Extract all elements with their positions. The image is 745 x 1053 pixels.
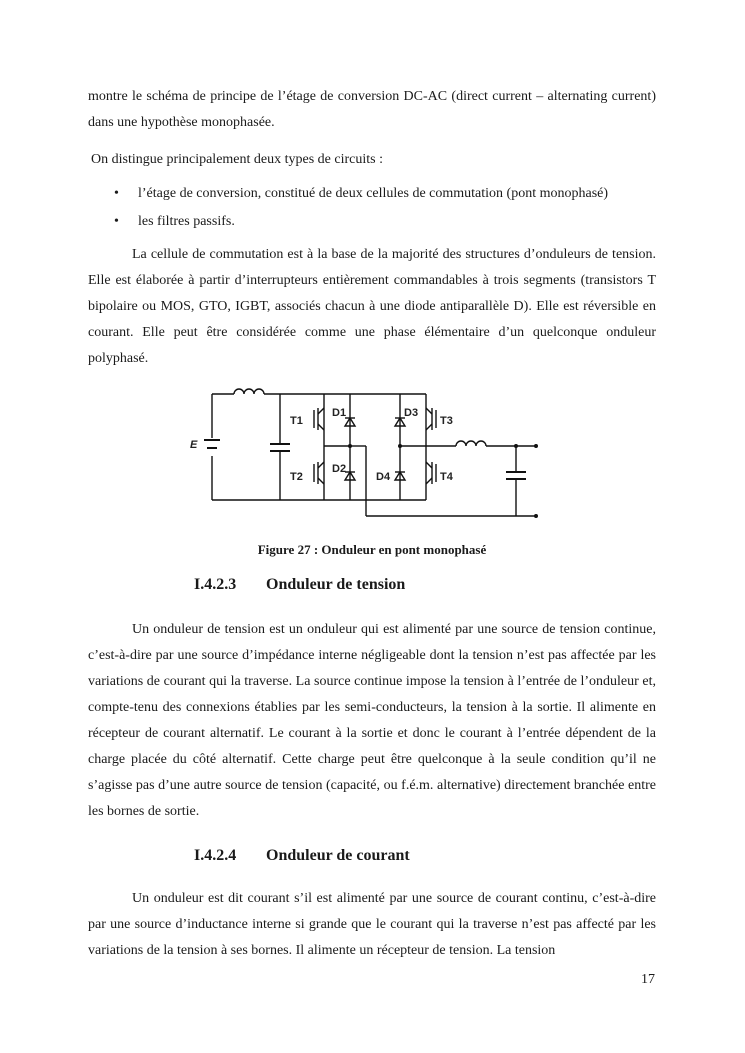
bullet-list [88,180,656,236]
label-d1: D1 [332,407,347,419]
list-item [88,208,656,236]
page-number: 17 [641,972,655,987]
label-t1: T1 [290,415,303,427]
input-inductor [234,389,264,394]
list-item-text: l’étage de conversion, constitué de deux cellules de commutation (pont monophasé) [138,186,609,201]
bullet-icon: • [114,186,119,201]
section-number: I.4.2.4 [194,847,237,864]
section-heading [194,847,410,865]
section-title: Onduleur de tension [266,576,406,593]
label-t4: T4 [440,471,453,483]
figure-caption: Figure 27 : Onduleur en pont monophasé [257,542,487,557]
output-inductor [456,441,486,446]
section-number: I.4.2.3 [194,576,237,593]
label-t3: T3 [440,415,453,427]
paragraph-intro: montre le schéma de principe de l’étage de conversion DC-AC (direct current – alternating current) dans une hypothèse monophasée. [88,89,656,130]
label-d2: D2 [332,463,347,475]
bullet-icon: • [114,214,119,229]
label-d3: D3 [404,407,419,419]
section-heading [194,576,405,594]
section-title: Onduleur de courant [266,847,410,864]
circuit-diagram [190,384,546,524]
list-item-text: les filtres passifs. [138,214,235,229]
label-t2: T2 [290,471,303,483]
paragraph-current-inverter: Un onduleur est dit courant s’il est alimenté par une source de courant continu, c’est-à-dire par une source d’inductance interne si grande que le courant qui la traverse n’est pas affecté par les variations de la tension à ses bornes. Il alimente un récepteur de tension. La tension [88,891,656,958]
inverter-bridge-schematic [190,384,546,524]
paragraph-circuit-types: On distingue principalement deux types de circuits : [91,152,383,167]
paragraph-voltage-inverter: Un onduleur de tension est un onduleur qui est alimenté par une source de tension continue, c’est-à-dire par une source d’impédance interne négligeable dont la tension n’est pas affectée par les variations de courant qui la traverse. La source continue impose la tension à l’entrée de l’onduleur et, compte-tenu des connexions établies par les semi-conducteurs, la tension à la sortie. Il alimente en récepteur de courant alternatif. Le courant à la sortie et donc le courant à l’entrée dépendent de la charge placée du côté alternatif. Cette charge peut être quelconque à la seule condition qu’il ne s’agisse pas d’une autre source de tension (capacité, ou f.é.m. alternative) directement branchée entre les bornes de sortie. [88,622,656,819]
paragraph-commutation-cell: La cellule de commutation est à la base de la majorité des structures d’onduleurs de tension. Elle est élaborée à partir d’interrupteurs entièrement commandables à trois segments (transistors T bipolaire ou MOS, GTO, IGBT, associés chacun à une diode antiparallèle D). Elle est réversible en courant. Elle peut être considérée comme une phase élémentaire d’un quelconque onduleur polyphasé. [88,247,656,366]
list-item [88,180,656,208]
label-source-e: E [190,439,198,451]
label-d4: D4 [376,471,391,483]
